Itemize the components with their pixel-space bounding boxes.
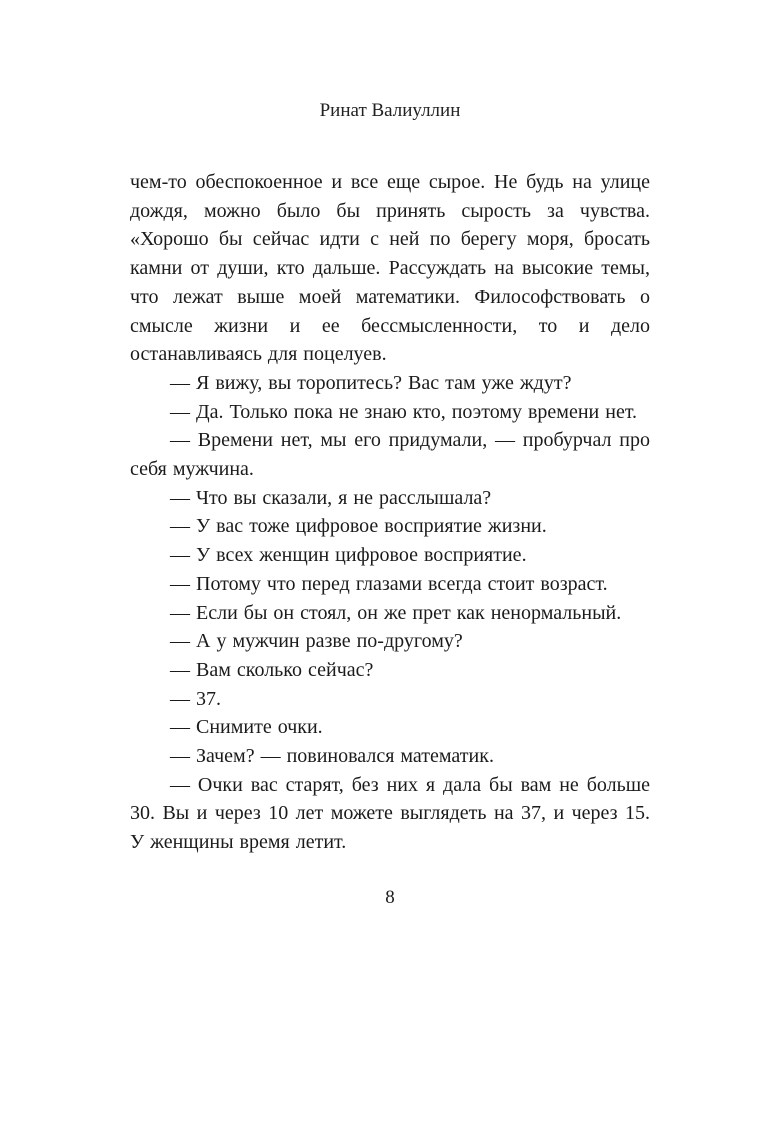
running-header-author: Ринат Валиуллин — [319, 100, 461, 121]
dialogue-line: — Я вижу, вы торопитесь? Вас там уже ждут? — [170, 371, 572, 394]
dialogue-line: — У всех женщин цифровое восприятие. — [170, 544, 527, 567]
body-text — [130, 168, 650, 857]
dialogue-line: — 37. — [170, 687, 221, 710]
dialogue-line: — Очки вас старят, без них я дала бы вам не больше 30. Вы и через 10 лет можете выглядеть на 37, и через 15. У женщины время летит. — [130, 773, 650, 854]
dialogue-line: — Потому что перед глазами всегда стоит возраст. — [170, 572, 608, 595]
dialogue-line: — Если бы он стоял, он же прет как ненормальный. — [170, 601, 622, 624]
dialogue-line: — Вам сколько сейчас? — [170, 658, 374, 681]
dialogue-line: — Снимите очки. — [170, 716, 323, 739]
dialogue-line: — Да. Только пока не знаю кто, поэтому времени нет. — [170, 400, 638, 423]
dialogue-line: — Времени нет, мы его придумали, — пробурчал про себя мужчина. — [130, 429, 650, 481]
dialogue-line: — А у мужчин разве по-другому? — [170, 630, 463, 653]
dialogue-line: — Зачем? — повиновался математик. — [170, 745, 494, 768]
page-number: 8 — [385, 886, 395, 908]
dialogue-line: — Что вы сказали, я не расслышала? — [170, 486, 492, 509]
dialogue-line: — У вас тоже цифровое восприятие жизни. — [170, 515, 547, 538]
paragraph-continuation: чем-то обеспокоенное и все еще сырое. Не будь на улице дождя, можно было бы принять сырость за чувства. «Хорошо бы сейчас идти с ней по берегу моря, бросать камни от души, кто дальше. Рассуждать на высокие темы, что лежат выше моей математики. Философствовать о смысле жизни и ее бессмысленности, то и дело останавливаясь для поцелуев. — [130, 171, 650, 366]
